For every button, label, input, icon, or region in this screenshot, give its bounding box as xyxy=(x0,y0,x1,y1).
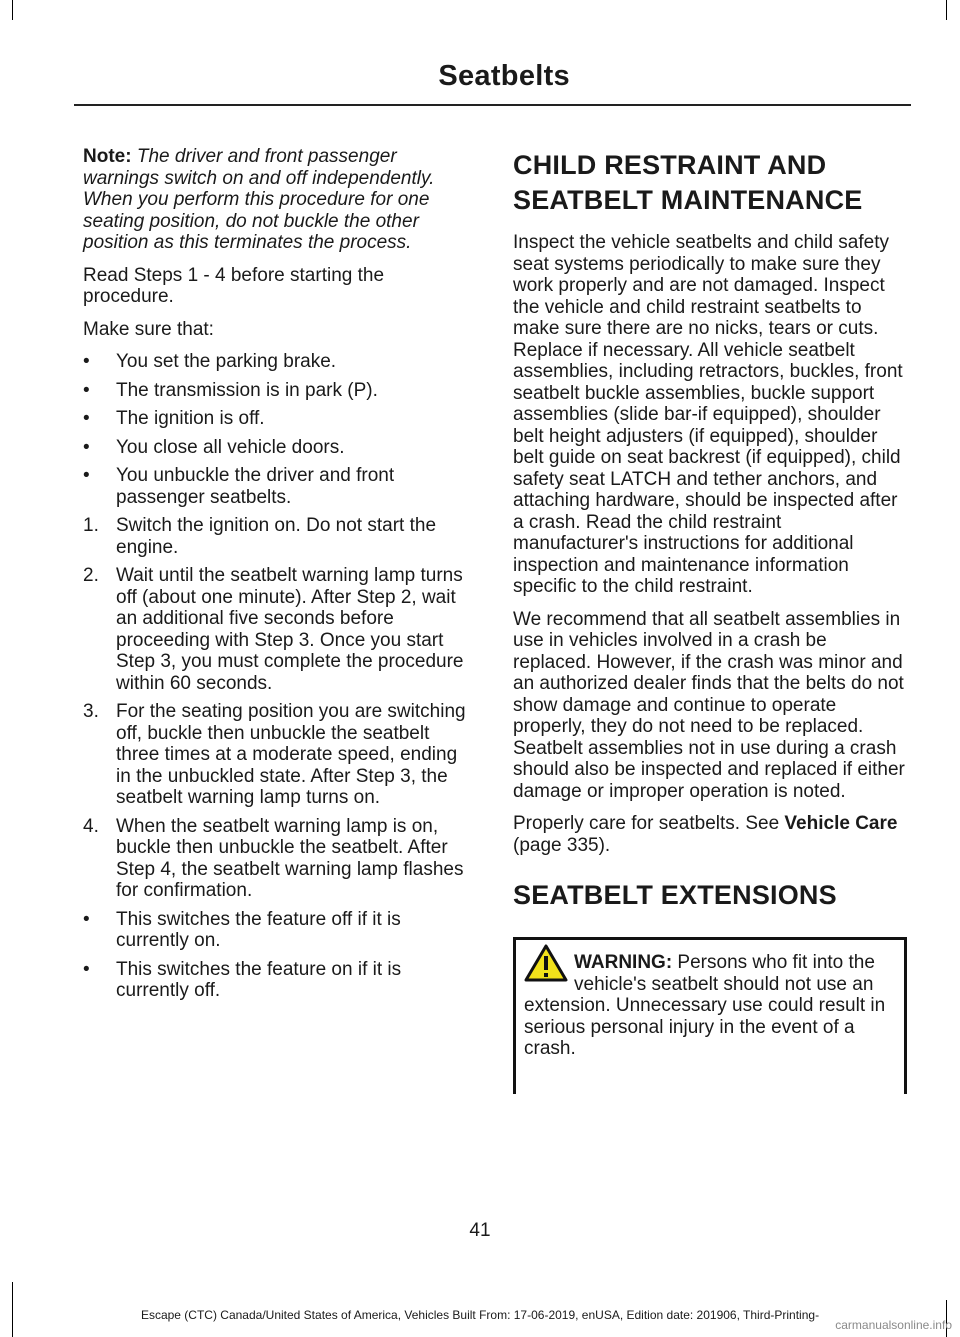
crop-mark-top-left xyxy=(12,0,13,20)
bullet-icon: • xyxy=(83,408,90,429)
note-label: Note: xyxy=(83,146,132,167)
list-item xyxy=(83,408,475,430)
list-item-text: You set the parking brake. xyxy=(116,351,337,372)
care-page-ref: (page 335). xyxy=(513,834,611,856)
bullet-icon: • xyxy=(83,436,90,458)
left-column xyxy=(83,146,475,1009)
section-heading-extensions: SEATBELT EXTENSIONS xyxy=(513,880,837,910)
list-item xyxy=(83,380,475,402)
step-item xyxy=(83,515,475,558)
step-text: For the seating position you are switching off, buckle then unbuckle the seatbelt three times at a moderate speed, ending in the unbuckled state. After Step 3, the seatbelt warning lamp turns on. xyxy=(116,701,466,808)
crop-mark-top-right xyxy=(946,0,947,20)
note-text: The driver and front passenger warnings switch on and off independently. When you perform this procedure for one seating position, do not buckle the other position as this terminates the process. xyxy=(83,146,435,253)
right-column xyxy=(513,146,907,1094)
list-item xyxy=(83,437,475,459)
list-item-text: You close all vehicle doors. xyxy=(116,436,345,458)
list-item-text: You unbuckle the driver and front passenger seatbelts. xyxy=(116,465,395,508)
list-item-text: The transmission is in park (P). xyxy=(116,379,378,401)
vehicle-care-link[interactable]: Vehicle Care xyxy=(784,813,898,834)
bullet-icon: • xyxy=(83,379,90,401)
care-paragraph xyxy=(513,813,907,856)
step-text: Wait until the seatbelt warning lamp turns off (about one minute). After Step 2, wait an additional five seconds before proceeding with Step 3. Once you start Step 3, you must complete the procedure within 60 seconds. xyxy=(116,565,464,694)
step-number: 3. xyxy=(83,701,99,722)
make-sure-text: Make sure that: xyxy=(83,318,214,340)
warning-text: Persons who fit into the vehicle's seatbelt should not use an extension. Unnecessary use could result in serious personal injury in the event of a crash. xyxy=(524,952,886,1059)
bullet-icon: • xyxy=(83,351,90,372)
list-item xyxy=(83,909,475,952)
edition-footer: Escape (CTC) Canada/United States of America, Vehicles Built From: 17-06-2019, enUSA, Edition date: 201906, Third-Printing- xyxy=(140,1308,820,1322)
bullet-icon: • xyxy=(83,958,90,980)
list-item xyxy=(83,465,475,508)
warning-triangle-icon xyxy=(524,944,568,982)
list-item-text: This switches the feature on if it is currently off. xyxy=(116,958,402,1001)
page-title: Seatbelts xyxy=(438,60,570,92)
header-divider xyxy=(74,104,911,106)
list-item xyxy=(83,351,475,373)
warning-label: WARNING: xyxy=(574,952,673,973)
precondition-list xyxy=(83,351,475,508)
step-item xyxy=(83,701,475,809)
bullet-icon: • xyxy=(83,908,90,930)
note-paragraph xyxy=(83,146,475,254)
step-text: When the seatbelt warning lamp is on, buckle then unbuckle the seatbelt. After Step 4, the seatbelt warning lamp flashes for confirmation. xyxy=(116,815,464,901)
warning-box xyxy=(513,937,907,1094)
care-text: Properly care for seatbelts. See xyxy=(513,813,785,834)
step-number: 2. xyxy=(83,565,99,586)
read-steps-text: Read Steps 1 - 4 before starting the procedure. xyxy=(83,264,385,307)
step-number: 4. xyxy=(83,815,99,837)
section-heading-maintenance: CHILD RESTRAINT AND SEATBELT MAINTENANCE xyxy=(513,150,863,215)
list-item-text: The ignition is off. xyxy=(116,408,265,429)
step-text: Switch the ignition on. Do not start the engine. xyxy=(116,515,437,558)
list-item xyxy=(83,959,475,1002)
procedure-steps xyxy=(83,515,475,902)
inspect-paragraph: Inspect the vehicle seatbelts and child safety seat systems periodically to make sure they work properly and are not damaged. Inspect the vehicle and child restraint seatbelts to make sure there are no nicks, tears or cuts. Replace if necessary. All vehicle seatbelt assemblies, including retractors, buckles, front seatbelt buckle assemblies, buckle support assemblies (slide bar-if equipped), shoulder belt height adjusters (if equipped), shoulder belt guide on seat backrest (if equipped), child safety seat LATCH and tether anchors, and attaching hardware, should be inspected after a crash. Read the child restraint manufacturer's instructions for additional inspection and maintenance information specific to the child restraint. xyxy=(513,232,903,597)
step-item xyxy=(83,565,475,694)
result-list xyxy=(83,909,475,1002)
list-item-text: This switches the feature off if it is currently on. xyxy=(116,908,401,951)
page-number: 41 xyxy=(469,1220,491,1241)
bullet-icon: • xyxy=(83,465,90,486)
step-number: 1. xyxy=(83,515,99,536)
step-item xyxy=(83,816,475,902)
recommend-paragraph: We recommend that all seatbelt assemblies in use in vehicles involved in a crash be replaced. However, if the crash was minor and an authorized dealer finds that the belts do not show damage and continue to operate properly, they do not need to be replaced. Seatbelt assemblies not in use during a crash should also be inspected and replaced if either damage or improper operation is noted. xyxy=(513,608,905,802)
watermark-text: carmanualsonline.info xyxy=(835,1318,952,1332)
